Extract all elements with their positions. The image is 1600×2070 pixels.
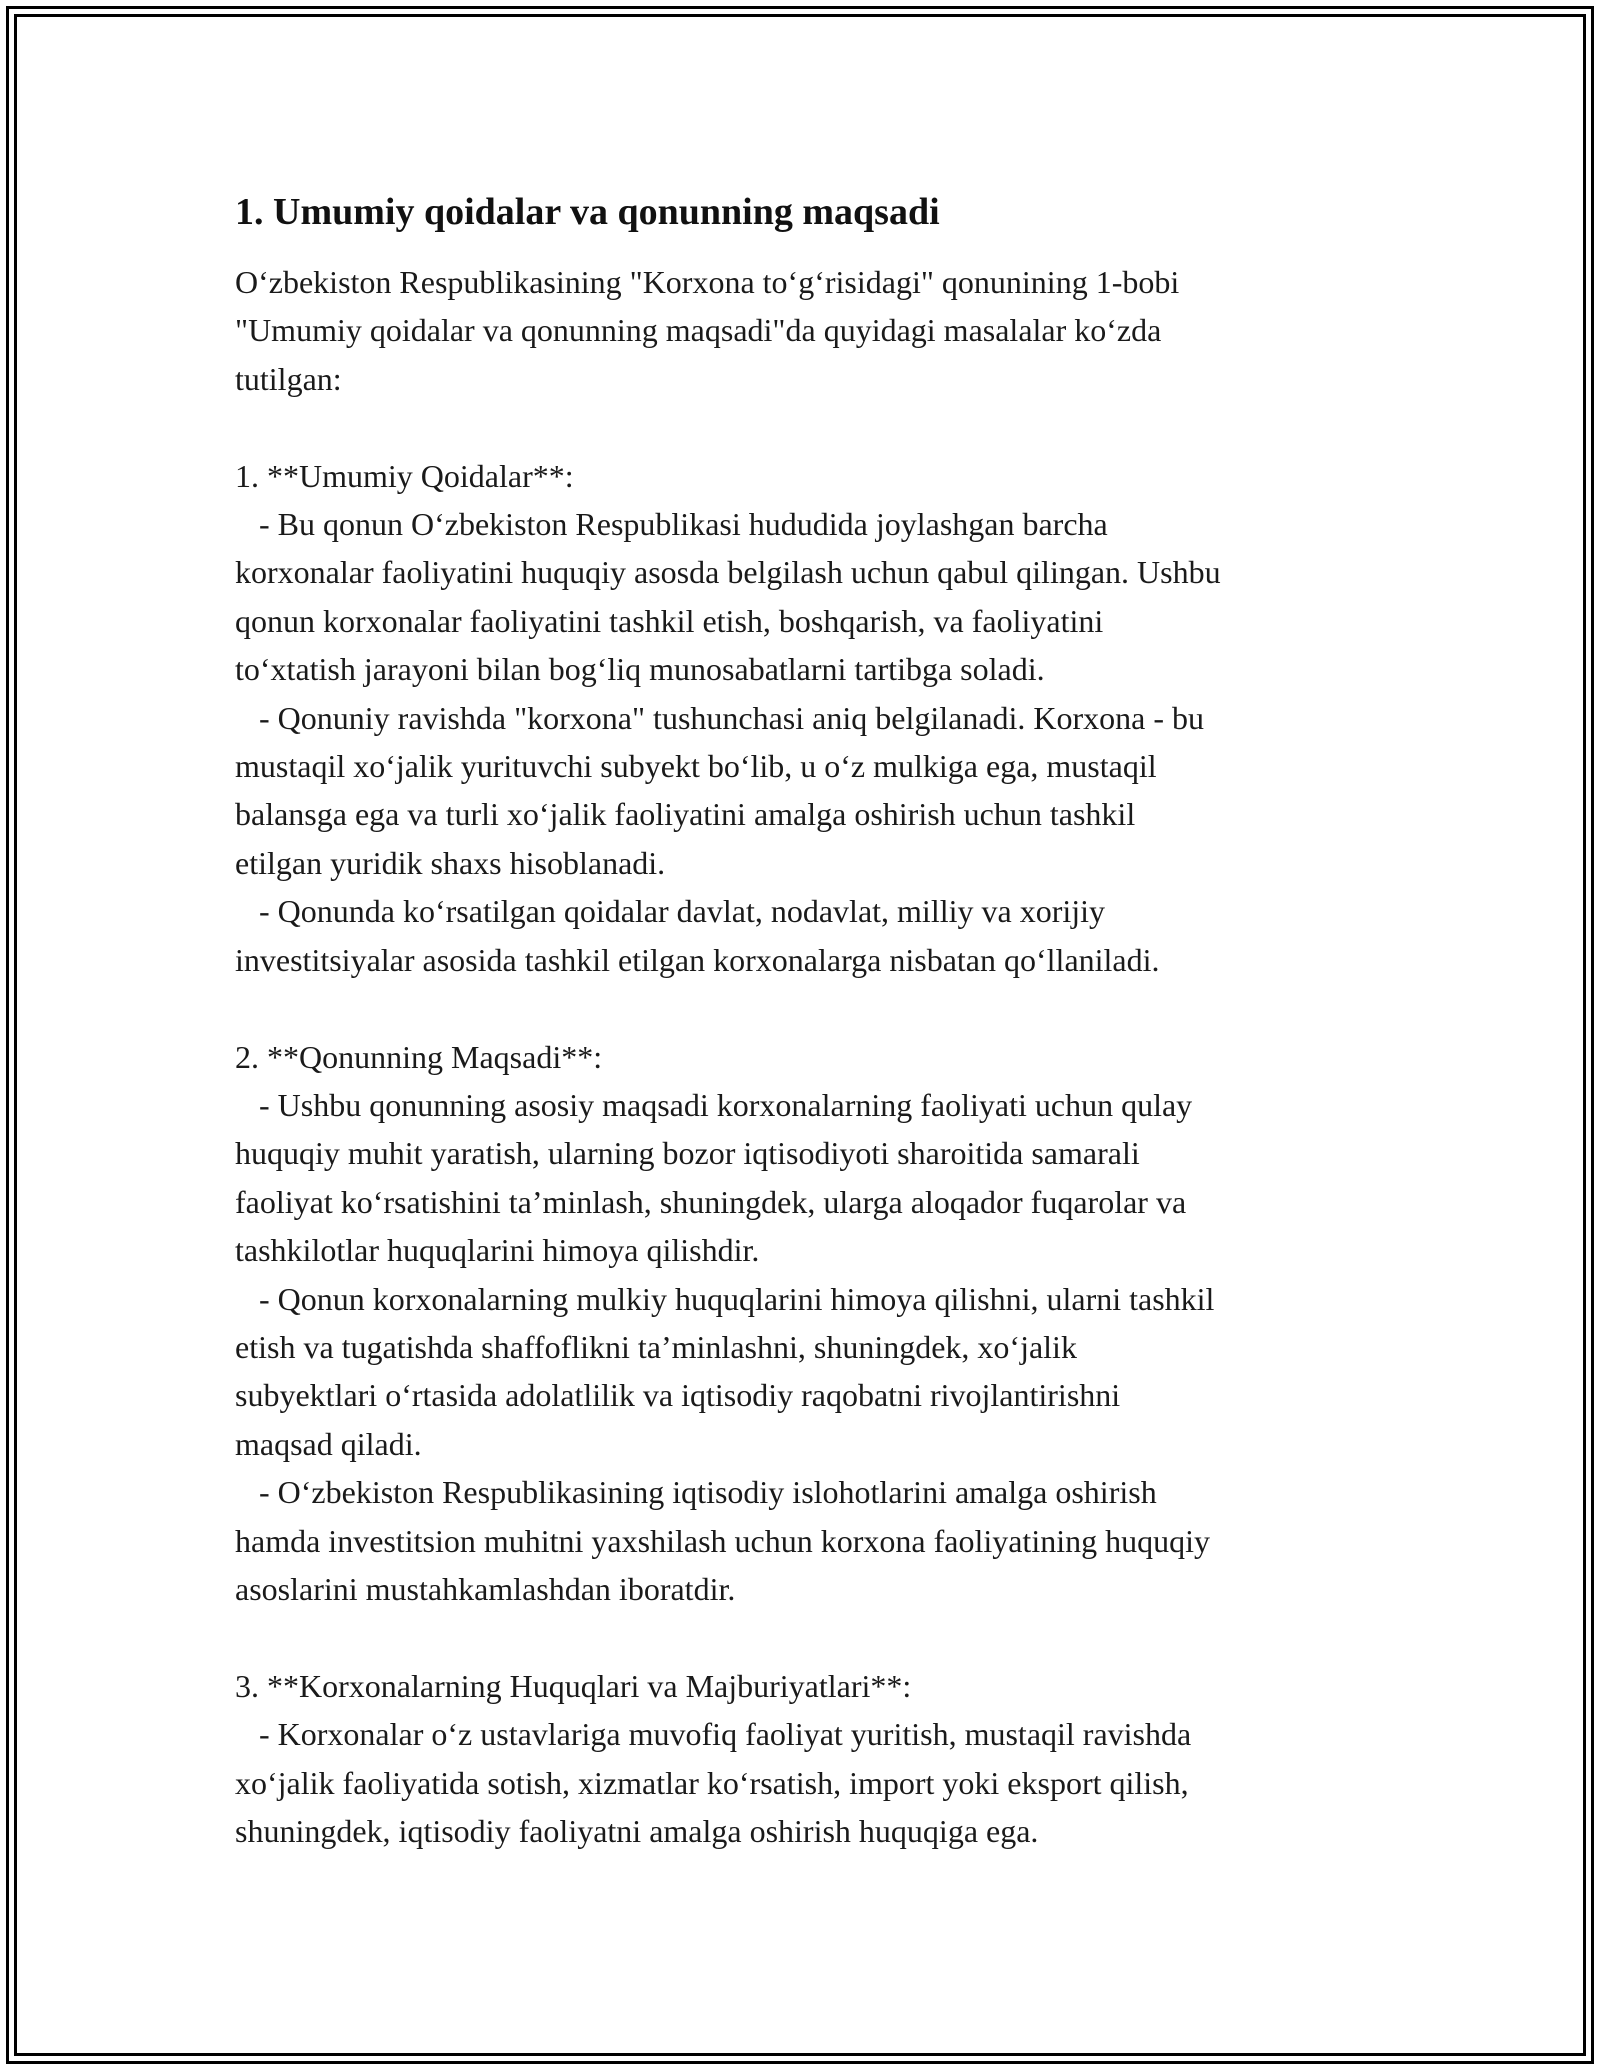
section-general-rules: 1. **Umumiy Qoidalar**: - Bu qonun O‘zbekiston Respublikasi hududida joylashgan barcha korxonalar faoliyatini huquqiy asosda belgilash uchun qabul qilingan. Ushbu qonun korxonalar faoliyatini tashkil etish, boshqarish, va faoliyatini to‘xtatish jarayoni bilan bog‘liq munosabatlarni tartibga soladi. - Qonuniy ravishda "korxona" tushunchasi aniq belgilanadi. Korxona - bu mustaqil xo‘jalik yurituvchi subyekt bo‘lib, u o‘z mulkiga ega, mustaqil balansga ega va turli xo‘jalik faoliyatini amalga oshirish uchun tashkil etilgan yuridik shaxs hisoblanadi. - Qonunda ko‘rsatilgan qoidalar davlat, nodavlat, milliy va xorijiy investitsiyalar asosida tashkil etilgan korxonalarga nisbatan qo‘llaniladi. — [235, 457, 1221, 978]
section-rights-obligations: 3. **Korxonalarning Huquqlari va Majburiyatlari**: - Korxonalar o‘z ustavlariga muvofiq faoliyat yuritish, mustaqil ravishda xo‘jalik faoliyatida sotish, xizmatlar ko‘rsatish, import yoki eksport qilish, shuningdek, iqtisodiy faoliyatni amalga oshirish huquqiga ega. — [235, 1667, 1192, 1849]
document-body — [235, 188, 1375, 1855]
section-law-purpose: 2. **Qonunning Maqsadi**: - Ushbu qonunning asosiy maqsadi korxonalarning faoliyati uchun qulay huquqiy muhit yaratish, ularning bozor iqtisodiyoti sharoitida samarali faoliyat ko‘rsatishini ta’minlash, shuningdek, ularga aloqador fuqarolar va tashkilotlar huquqlarini himoya qilishdir. - Qonun korxonalarning mulkiy huquqlarini himoya qilishni, ularni tashkil etish va tugatishda shaffoflikni ta’minlashni, shuningdek, xo‘jalik subyektlari o‘rtasida adolatlilik va iqtisodiy raqobatni rivojlantirishni maqsad qiladi. - O‘zbekiston Respublikasining iqtisodiy islohotlarini amalga oshirish hamda investitsion muhitni yaxshilash uchun korxona faoliyatining huquqiy asoslarini mustahkamlashdan iboratdir. — [235, 1038, 1215, 1607]
blank-line — [235, 403, 1375, 451]
document-title: 1. Umumiy qoidalar va qonunning maqsadi — [235, 191, 940, 233]
intro-paragraph: O‘zbekiston Respublikasining "Korxona to‘g‘risidagi" qonunining 1-bobi "Umumiy qoidalar va qonunning maqsadi"da quyidagi masalalar ko‘zda tutilgan: — [235, 264, 1180, 397]
blank-line — [235, 984, 1375, 1032]
blank-line — [235, 1613, 1375, 1661]
